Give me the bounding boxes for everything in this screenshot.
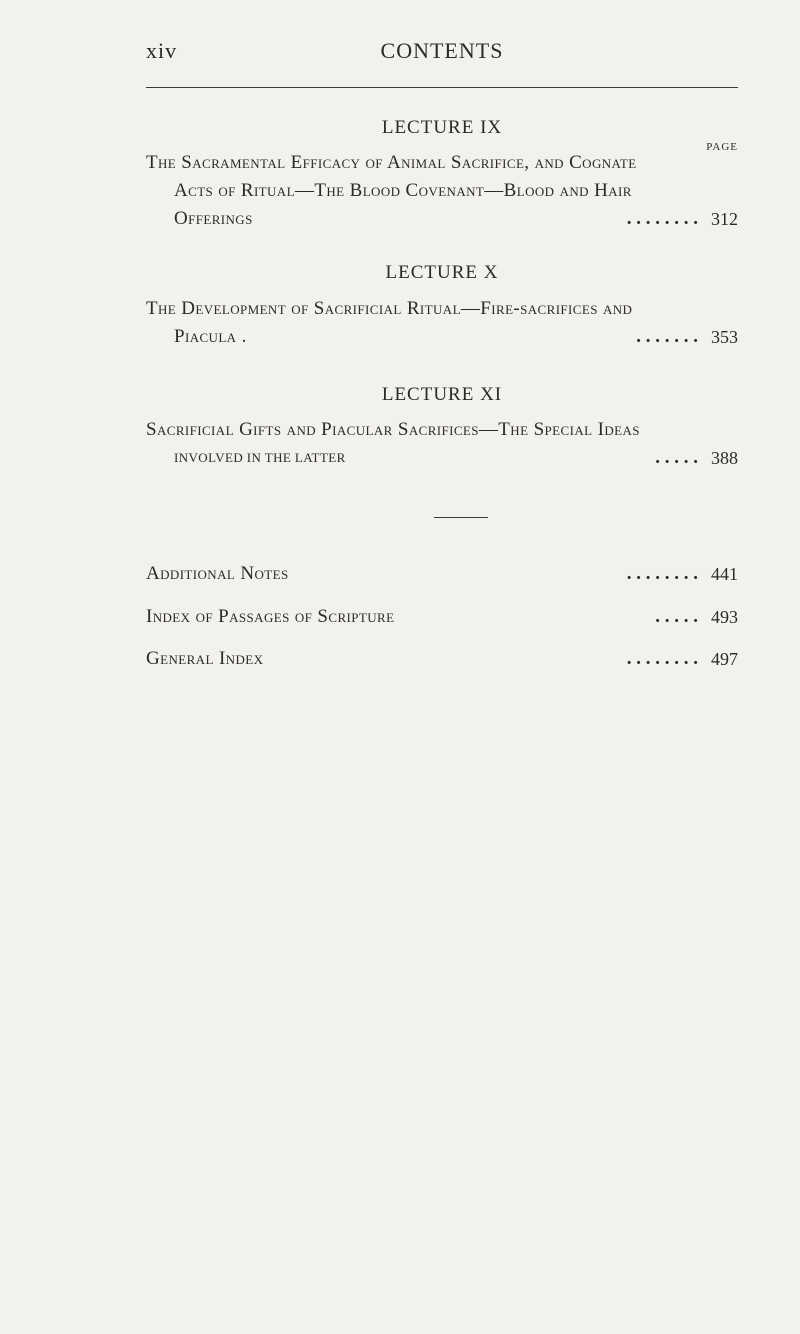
entry-last-line (146, 205, 738, 233)
lecture-x-heading: LECTURE X (385, 262, 499, 283)
entry-line: Acts of Ritual—The Blood Covenant—Blood and Hair (174, 180, 632, 201)
page-number: 388 (711, 448, 738, 468)
page-number: 312 (711, 209, 738, 229)
lecture-ix-entry (146, 149, 738, 233)
lecture-x-entry (146, 295, 738, 351)
entry-line: The Sacramental Efficacy of Animal Sacrifice, and Cognate (146, 152, 637, 173)
page-number: 497 (711, 649, 738, 669)
entry-line: The Development of Sacrificial Ritual—Fire-sacrifices and (146, 298, 633, 319)
page-number: 493 (711, 607, 738, 627)
folio: xiv (146, 38, 178, 63)
dot-leader: . . . . . . . . (626, 563, 698, 584)
lecture-xi-entry (146, 416, 738, 472)
entry-last-line (146, 323, 738, 351)
entry-line: Offerings (174, 208, 253, 229)
page-number: 441 (711, 564, 738, 584)
entry-last-line (146, 603, 738, 631)
entry-title: Index of Passages of Scripture (146, 606, 395, 627)
page-number: 353 (711, 327, 738, 347)
dot-leader: . . . . . . . . (626, 648, 698, 669)
dot-leader: . . . . . . . . (626, 208, 698, 229)
running-head (146, 38, 738, 72)
dot-leader: . . . . . (655, 606, 698, 627)
header-rule (146, 87, 738, 88)
lecture-ix-heading: LECTURE IX (381, 117, 503, 138)
appendix-entry-general-index (146, 645, 738, 673)
running-title: CONTENTS (380, 38, 504, 63)
entry-title: Additional Notes (146, 563, 289, 584)
entry-last-line (146, 645, 738, 673)
lecture-xi-heading: LECTURE XI (381, 384, 503, 405)
entry-title: General Index (146, 648, 264, 669)
entry-line: Sacrificial Gifts and Piacular Sacrifices—The Special Ideas (146, 419, 640, 440)
appendix-entry-scripture-index (146, 603, 738, 631)
page-column-label: PAGE (706, 141, 738, 153)
section-divider (434, 517, 488, 518)
entry-last-line (146, 560, 738, 588)
entry-line: Piacula . (174, 326, 247, 347)
dot-leader: . . . . . . . (636, 326, 698, 347)
appendix-entry-additional-notes (146, 560, 738, 588)
dot-leader: . . . . . (655, 447, 698, 468)
entry-last-line (146, 444, 738, 472)
entry-line: INVOLVED IN THE LATTER (174, 450, 346, 465)
